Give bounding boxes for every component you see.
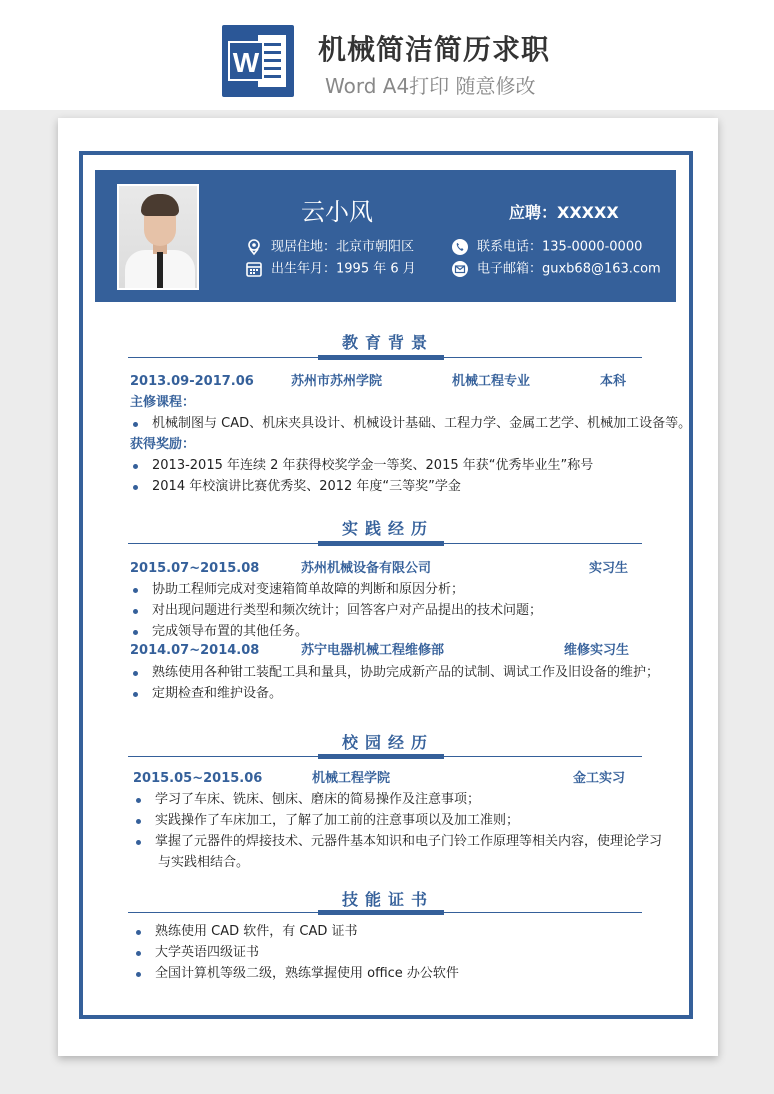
email-text: 电子邮箱：guxb68@163.com [477, 261, 661, 277]
list-item: 实践操作了车床加工，了解了加工前的注意事项以及加工准则； [155, 813, 520, 828]
edu-degree: 本科 [600, 374, 627, 389]
banner-subtitle: Word A4打印 随意修改 [325, 74, 536, 98]
list-item: 协助工程师完成对变速箱简单故障的判断和原因分析； [152, 582, 465, 597]
job-role: 维修实习生 [564, 643, 630, 658]
campus-role: 金工实习 [573, 771, 626, 786]
job-period: 2015.07~2015.08 [130, 561, 260, 576]
job-company: 苏州机械设备有限公司 [301, 561, 432, 576]
campus-period: 2015.05~2015.06 [133, 771, 263, 786]
phone-info [451, 238, 642, 257]
birth-text: 出生年月：1995 年 6 月 [271, 261, 416, 277]
email-icon [451, 260, 469, 278]
address-info [245, 238, 414, 257]
section-title-campus: 校园经历 [341, 733, 434, 752]
campus-org: 机械工程学院 [312, 771, 391, 786]
edu-school: 苏州市苏州学院 [291, 374, 383, 389]
job-role: 实习生 [589, 561, 629, 576]
word-logo-letter: W [228, 41, 264, 81]
list-item: 掌握了元器件的焊接技术、元器件基本知识和电子门铃工作原理等相关内容，使理论学习 [155, 834, 663, 849]
edu-awards-label: 获得奖励： [130, 437, 196, 452]
phone-text: 联系电话：135-0000-0000 [477, 239, 643, 255]
section-rule-bar [318, 541, 444, 546]
banner-title: 机械简洁简历求职 [318, 33, 551, 66]
section-title-practice: 实践经历 [341, 519, 434, 538]
list-item: 完成领导布置的其他任务。 [152, 624, 309, 639]
candidate-name: 云小风 [301, 198, 373, 226]
edu-period: 2013.09-2017.06 [130, 374, 254, 389]
list-item: 大学英语四级证书 [155, 945, 260, 960]
resume-page [58, 118, 718, 1056]
list-item: 学习了车床、铣床、刨床、磨床的简易操作及注意事项； [155, 792, 481, 807]
list-item: 2013-2015 年连续 2 年获得校奖学金一等奖、2015 年获“优秀毕业生”称号 [152, 458, 594, 473]
banner [0, 0, 774, 110]
list-item: 熟练使用各种钳工装配工具和量具，协助完成新产品的试制、调试工作及旧设备的维护； [152, 665, 660, 680]
list-item-continuation: 与实践相结合。 [158, 855, 250, 870]
edu-courses-label: 主修课程： [130, 395, 196, 410]
job-company: 苏宁电器机械工程维修部 [301, 643, 445, 658]
location-icon [245, 238, 263, 256]
list-item: 对出现问题进行类型和频次统计；回答客户对产品提出的技术问题； [152, 603, 543, 618]
job-period: 2014.07~2014.08 [130, 643, 260, 658]
list-item: 定期检查和维护设备。 [152, 686, 283, 701]
list-item: 全国计算机等级二级，熟练掌握使用 office 办公软件 [155, 966, 459, 981]
profile-photo [117, 184, 199, 290]
phone-icon [451, 238, 469, 256]
section-title-education: 教育背景 [341, 333, 434, 352]
edu-major: 机械工程专业 [452, 374, 531, 389]
section-title-skills: 技能证书 [341, 890, 434, 909]
edu-courses: 机械制图与 CAD、机床夹具设计、机械设计基础、工程力学、金属工艺学、机械加工设备等。 [152, 416, 692, 431]
section-rule-bar [318, 910, 444, 915]
address-text: 现居住地：北京市朝阳区 [271, 239, 415, 255]
email-info [451, 260, 661, 279]
section-rule-bar [318, 355, 444, 360]
list-item: 2014 年校演讲比赛优秀奖、2012 年度“三等奖”学金 [152, 479, 461, 494]
resume-header [95, 170, 676, 302]
list-item: 熟练使用 CAD 软件，有 CAD 证书 [155, 924, 358, 939]
word-logo-icon [222, 25, 294, 97]
calendar-icon [245, 260, 263, 278]
birth-info [245, 260, 416, 279]
apply-position: 应聘：XXXXX [509, 203, 619, 222]
section-rule-bar [318, 754, 444, 759]
